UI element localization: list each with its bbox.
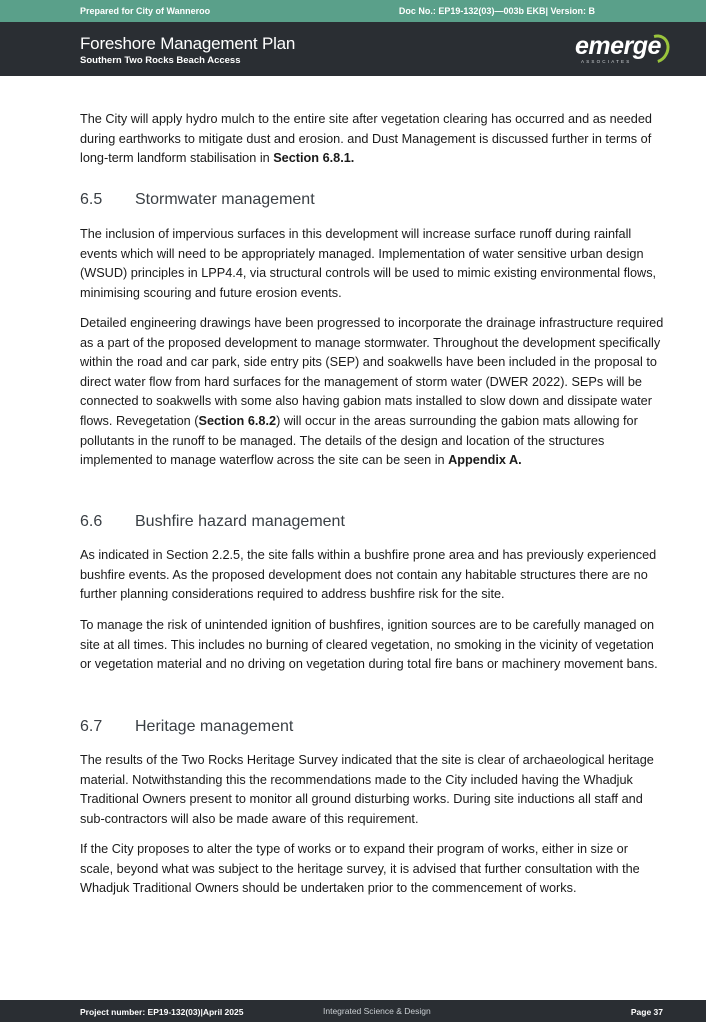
page-number: Page 37 (630, 1007, 663, 1017)
heading-title: Heritage management (135, 718, 294, 735)
heading-number: 6.5 (80, 191, 103, 208)
top-bar (0, 0, 706, 22)
page-footer (0, 1000, 706, 1022)
intro-section-ref: Section 6.8.1. (273, 151, 355, 166)
intro-text: The City will apply hydro mulch to the entire site after vegetation clearing has occurred and as needed during earthworks to mitigate dust and erosion. and Dust Management is discussed further in terms of long-term landform stabilisation in (80, 112, 652, 166)
document-title: Foreshore Management Plan (80, 34, 296, 53)
section-ref-6-8-2: Section 6.8.2 (198, 413, 277, 428)
footer-tagline: Integrated Science & Design (323, 1006, 431, 1016)
heritage-paragraph-1: The results of the Two Rocks Heritage Survey indicated that the site is clear of archaeological heritage material. Notwithstanding this the recommendations made to the City included having the Whadjuk Traditional Owners present to monitor all ground disturbing works. During site inductions all staff and sub-contractors will also be made aware of this requirement. (80, 753, 654, 826)
heading-6-6 (80, 512, 345, 532)
emerge-logo (575, 32, 667, 66)
heading-title: Stormwater management (135, 191, 315, 208)
heritage-paragraph-2: If the City proposes to alter the type of works or to expand their program of works, either in size or scale, beyond what was subject to the heritage survey, it is advised that further consultation with the Whadjuk Traditional Owners should be undertaken prior to the commencement of works. (80, 842, 640, 896)
bushfire-paragraph-1: As indicated in Section 2.2.5, the site falls within a bushfire prone area and has previously experienced bushfire events. As the proposed development does not contain any habitable structures there are no further planning considerations required to address bushfire risk for the site. (80, 548, 657, 602)
heading-number: 6.7 (80, 718, 103, 735)
page-header (0, 22, 706, 76)
stormwater-text-b: ) will occur in the areas surrounding the gabion mats allowing for pollutants in the runoff to be managed. The details of the design and location of the structures implemented to manage waterflow across the site can be seen in (80, 413, 638, 468)
project-number: Project number: EP19-132(03)|April 2025 (80, 1007, 244, 1017)
prepared-for: Prepared for City of Wanneroo (80, 6, 211, 16)
appendix-ref: Appendix A. (448, 453, 522, 468)
heading-title: Bushfire hazard management (135, 513, 345, 530)
stormwater-paragraph-2 (80, 314, 664, 471)
stormwater-paragraph-1: The inclusion of impervious surfaces in this development will increase surface runoff during rainfall events which will need to be appropriately managed. Implementation of water sensitive urban design (WSUD) principles in LPP4.4, via structural controls will be used to mimic existing environmental flows, minimising scouring and future erosion events. (80, 227, 657, 300)
heading-6-7 (80, 717, 293, 737)
intro-paragraph (80, 110, 664, 169)
bushfire-paragraph-2: To manage the risk of unintended ignition of bushfires, ignition sources are to be carefully managed on site at all times. This includes no burning of cleared vegetation, no smoking in the vicinity of vegetation or vegetation material and no driving on vegetation during total fire bans or machinery movement bans. (80, 618, 658, 672)
heading-number: 6.6 (80, 513, 103, 530)
document-subtitle: Southern Two Rocks Beach Access (80, 55, 241, 66)
stormwater-text-a: Detailed engineering drawings have been progressed to incorporate the drainage infrastructure required as a part of the proposed development to manage stormwater. Throughout the development specifically within the road and car park, side entry pits (SEP) and soakwells have been included in the proposal to direct water flow from hard surfaces for the management of storm water (DWER 2022). SEPs will be connected to soakwells with some also having gabion mats installed to slow down and dissipate water flows. Revegetation ( (80, 316, 664, 428)
logo-subtext: ASSOCIATES (581, 59, 632, 64)
heading-6-5 (80, 190, 315, 210)
doc-info: Doc No.: EP19-132(03)—003b EKB| Version: B (398, 6, 595, 16)
logo-word: emerge (575, 32, 661, 60)
